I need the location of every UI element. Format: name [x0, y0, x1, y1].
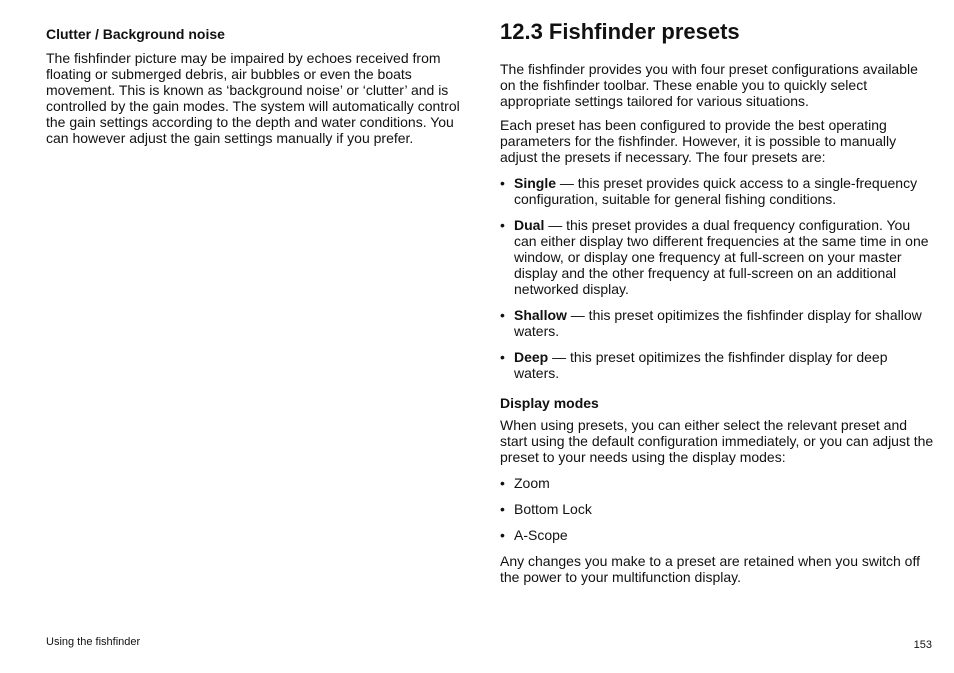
preset-list [500, 175, 936, 381]
preset-description: — this preset provides quick access to a single-frequency configuration, suitable for general fishing conditions. [514, 175, 918, 207]
preset-label: Dual [514, 217, 545, 233]
display-mode-list [500, 475, 936, 543]
preset-item-shallow [500, 307, 936, 339]
preset-description: — this preset opitimizes the fishfinder display for shallow waters. [514, 307, 922, 339]
preset-item-single [500, 175, 936, 207]
display-mode-item: • A-Scope [500, 527, 936, 543]
right-column [500, 19, 936, 593]
display-modes-outro: Any changes you make to a preset are retained when you switch off the power to your multifunction display. [500, 553, 920, 585]
footer-section-name: Using the fishfinder [46, 636, 141, 648]
display-modes-heading: Display modes [500, 395, 599, 411]
left-column [46, 26, 476, 154]
display-modes-intro: When using presets, you can either select the relevant preset and start using the default configuration immediately, or you can adjust the preset to your needs using the display modes: [500, 417, 934, 465]
preset-label: Shallow [514, 307, 567, 323]
display-mode-item: • Bottom Lock [500, 501, 936, 517]
intro-paragraph-2: Each preset has been configured to provide the best operating parameters for the fishfinder. However, it is possible to manually adjust the presets if necessary. The four presets are: [500, 117, 897, 165]
preset-item-dual [500, 217, 936, 297]
clutter-heading: Clutter / Background noise [46, 26, 225, 42]
preset-description: — this preset opitimizes the fishfinder display for deep waters. [514, 349, 888, 381]
clutter-paragraph: The fishfinder picture may be impaired by echoes received from floating or submerged debris, air bubbles or even the boats movement. This is known as ‘background noise’ or ‘clutter’ and is controlled by the gain modes. The system will automatically control the gain settings according to the depth and water conditions. You can however adjust the gain settings manually if you prefer. [46, 50, 460, 146]
preset-description: — this preset provides a dual frequency configuration. You can either display two different frequencies at the same time in one window, or display one frequency at full-screen on your master display and the other frequency at full-screen on an additional networked display. [514, 217, 929, 297]
display-mode-item: • Zoom [500, 475, 936, 491]
page-number: 153 [913, 639, 932, 651]
preset-label: Single [514, 175, 557, 191]
intro-paragraph-1: The fishfinder provides you with four preset configurations available on the fishfinder toolbar. These enable you to quickly select appropriate settings tailored for various situations. [500, 61, 918, 109]
preset-item-deep [500, 349, 936, 381]
preset-label: Deep [514, 349, 549, 365]
section-title: 12.3 Fishfinder presets [500, 19, 740, 44]
